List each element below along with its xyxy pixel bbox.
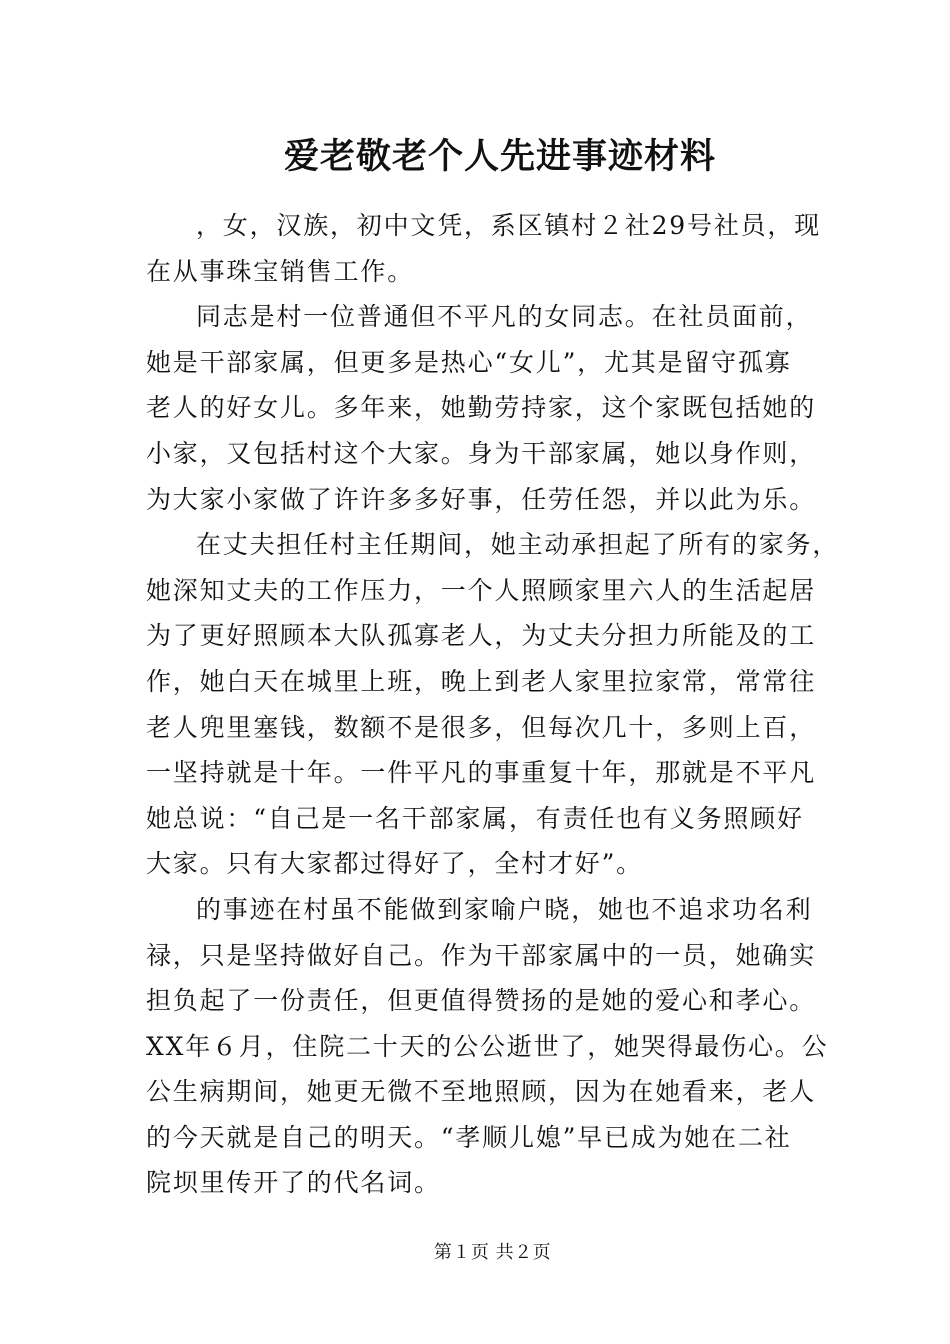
document-body	[146, 203, 840, 1206]
paragraph-3-line-2: 她深知丈夫的工作压力，一个人照顾家里六人的生活起居	[146, 575, 817, 605]
page-number-footer: 第１页 共２页	[433, 1242, 552, 1263]
paragraph-4-line-5: 公生病期间，她更无微不至地照顾，因为在她看来，老人	[146, 1077, 817, 1107]
paragraph-4-line-7: 院坝里传开了的代名词。	[146, 1168, 441, 1198]
paragraph-3-line-8: 大家。只有大家都过得好了，全村才好”。	[146, 849, 643, 879]
paragraph-4-line-1: 的事迹在村虽不能做到家喻户晓，她也不追求功名利	[196, 894, 813, 924]
paragraph-2-line-4: 小家，又包括村这个大家。身为干部家属，她以身作则，	[146, 438, 817, 468]
paragraph-1-line-2: 在从事珠宝销售工作。	[146, 256, 415, 286]
paragraph-4-line-3: 担负起了一份责任，但更值得赞扬的是她的爱心和孝心。	[146, 986, 817, 1016]
paragraph-3-line-5: 老人兜里塞钱，数额不是很多，但每次几十，多则上百，	[146, 712, 817, 742]
paragraph-1-line-1: ，女，汉族，初中文凭，系区镇村２社29号社员，现	[196, 211, 822, 240]
paragraph-2-line-3: 老人的好女儿。多年来，她勤劳持家，这个家既包括她的	[146, 393, 817, 423]
paragraph-4-line-2: 禄，只是坚持做好自己。作为干部家属中的一员，她确实	[146, 940, 817, 970]
paragraph-3-line-7: 她总说：“自己是一名干部家属，有责任也有义务照顾好	[146, 803, 804, 833]
paragraph-3-line-1: 在丈夫担任村主任期间，她主动承担起了所有的家务，	[196, 530, 840, 560]
paragraph-3-line-6: 一坚持就是十年。一件平凡的事重复十年，那就是不平凡	[146, 758, 817, 788]
paragraph-2-line-1: 同志是村一位普通但不平凡的女同志。在社员面前，	[196, 302, 813, 332]
paragraph-3-line-4: 作，她白天在城里上班，晚上到老人家里拉家常，常常往	[146, 666, 817, 696]
paragraph-4-line-4: XX年６月，住院二十天的公公逝世了，她哭得最伤心。公	[146, 1031, 829, 1061]
paragraph-2-line-5: 为大家小家做了许许多多好事，任劳任怨，并以此为乐。	[146, 484, 817, 514]
paragraph-2-line-2: 她是干部家属，但更多是热心“女儿”，尤其是留守孤寡	[146, 347, 792, 377]
paragraph-4-line-6: 的今天就是自己的明天。“孝顺儿媳”早已成为她在二社	[146, 1122, 792, 1152]
document-title: 爱老敬老个人先进事迹材料	[283, 136, 716, 177]
paragraph-3-line-3: 为了更好照顾本大队孤寡老人，为丈夫分担力所能及的工	[146, 621, 817, 651]
